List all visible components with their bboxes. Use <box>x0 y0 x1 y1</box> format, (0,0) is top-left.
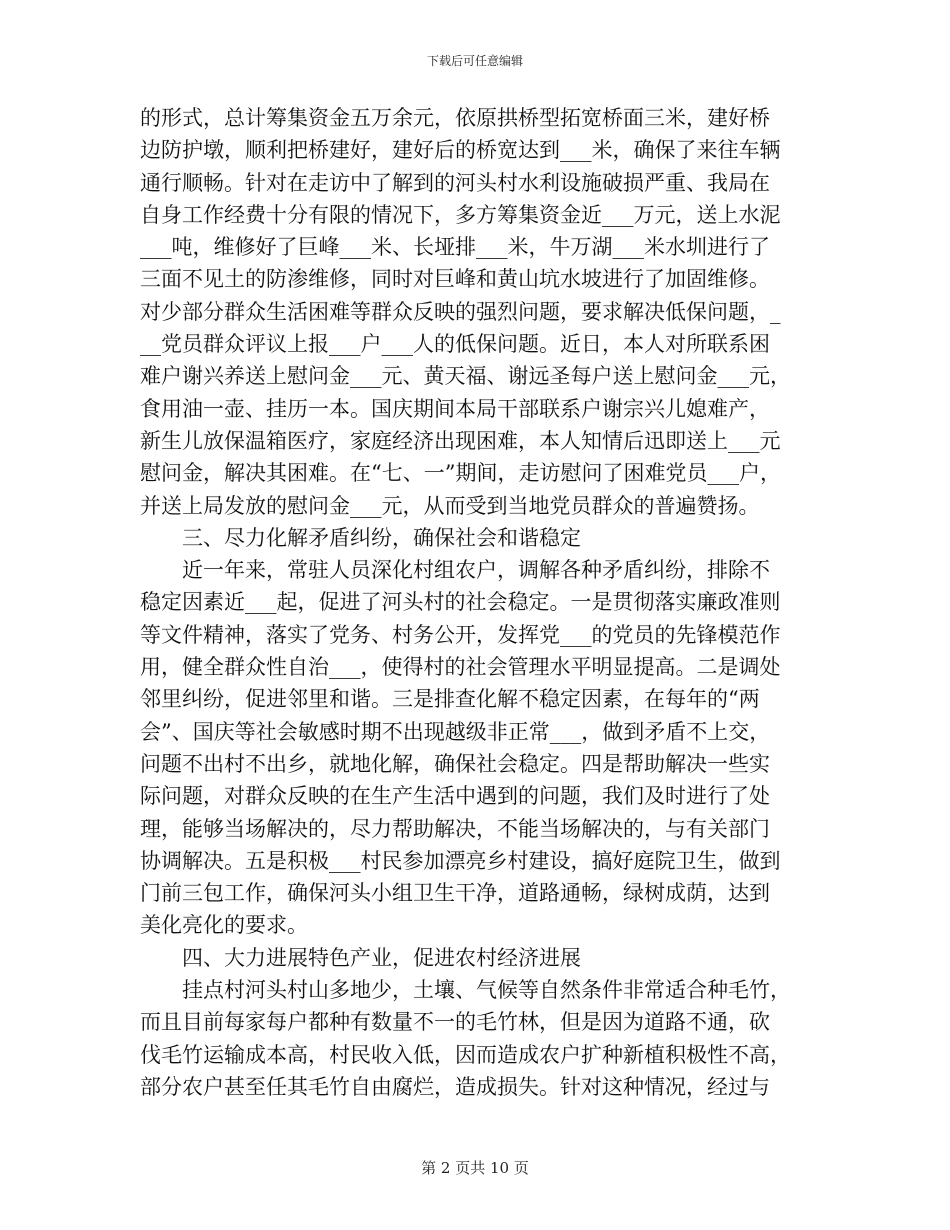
text-line: 并送上局发放的慰问金___元，从而受到当地党员群众的普遍赞扬。 <box>140 493 760 518</box>
text-line: 门前三包工作，确保河头小组卫生干净，道路通畅，绿树成荫，达到 <box>140 881 770 906</box>
text-line: 食用油一壶、挂历一本。国庆期间本局干部联系户谢宗兴儿媳难产， <box>140 396 770 421</box>
text-line: ___吨，维修好了巨峰___米、长垭排___米，牛万湖___米水圳进行了 <box>140 235 770 260</box>
text-line: __党员群众评议上报___户___人的低保问题。近日，本人对所联系困 <box>140 332 770 357</box>
text-line: 协调解决。五是积极___村民参加漂亮乡村建设，搞好庭院卫生，做到 <box>140 848 781 873</box>
text-line: 新生儿放保温箱医疗，家庭经济出现困难，本人知情后迅即送上___元 <box>140 428 781 453</box>
section-heading: 四、大力进展特色产业，促进农村经济进展 <box>182 945 581 970</box>
text-line: 际问题，对群众反映的在生产生活中遇到的问题，我们及时进行了处 <box>140 784 770 809</box>
text-line: 三面不见土的防渗维修，同时对巨峰和黄山坑水坡进行了加固维修。 <box>140 267 770 292</box>
page-footer: 第 2 页共 10 页 <box>421 1159 529 1177</box>
text-line: 难户谢兴养送上慰问金___元、黄天福、谢远圣每户送上慰问金___元， <box>140 364 791 389</box>
text-line: 对少部分群众生活困难等群众反映的强烈问题，要求解决低保问题，_ <box>140 299 781 324</box>
text-line: 理，能够当场解决的，尽力帮助解决，不能当场解决的，与有关部门 <box>140 816 770 841</box>
text-line: 自身工作经费十分有限的情况下，多方筹集资金近___万元，送上水泥 <box>140 202 781 227</box>
text-line: 等文件精神，落实了党务、村务公开，发挥党___的党员的先锋模范作 <box>140 622 781 647</box>
text-line: 稳定因素近___起，促进了河头村的社会稳定。一是贯彻落实廉政准则 <box>140 590 781 615</box>
document-body <box>140 102 820 1103</box>
text-line: 慰问金，解决其困难。在“七、一”期间，走访慰问了困难党员___户， <box>140 461 781 486</box>
text-line: 挂点村河头村山多地少，土壤、气候等自然条件非常适合种毛竹， <box>182 978 791 1003</box>
text-line: 而且目前每家每户都种有数量不一的毛竹林，但是因为道路不通，砍 <box>140 1010 770 1035</box>
section-heading: 三、尽力化解矛盾纠纷，确保社会和谐稳定 <box>182 525 581 550</box>
text-line: 近一年来，常驻人员深化村组农户，调解各种矛盾纠纷，排除不 <box>182 558 770 583</box>
text-line: 用，健全群众性自治___，使得村的社会管理水平明显提高。二是调处 <box>140 655 781 680</box>
text-line: 通行顺畅。针对在走访中了解到的河头村水利设施破损严重、我局在 <box>140 170 770 195</box>
page-header: 下载后可任意编辑 <box>426 54 523 68</box>
text-line: 伐毛竹运输成本高，村民收入低，因而造成农户扩种新植积极性不高， <box>140 1042 791 1067</box>
text-line: 问题不出村不出乡，就地化解，确保社会稳定。四是帮助解决一些实 <box>140 751 770 776</box>
text-line: 的形式，总计筹集资金五万余元，依原拱桥型拓宽桥面三米，建好桥 <box>140 106 770 130</box>
text-line: 边防护墩，顺利把桥建好，建好后的桥宽达到___米，确保了来往车辆 <box>140 138 781 163</box>
text-line: 邻里纠纷，促进邻里和谐。三是排查化解不稳定因素，在每年的“两 <box>140 687 760 712</box>
text-line: 部分农户甚至任其毛竹自由腐烂，造成损失。针对这种情况，经过与 <box>140 1074 770 1099</box>
text-line: 美化亮化的要求。 <box>140 913 308 938</box>
text-line: 会”、国庆等社会敏感时期不出现越级非正常___，做到矛盾不上交， <box>140 719 771 744</box>
